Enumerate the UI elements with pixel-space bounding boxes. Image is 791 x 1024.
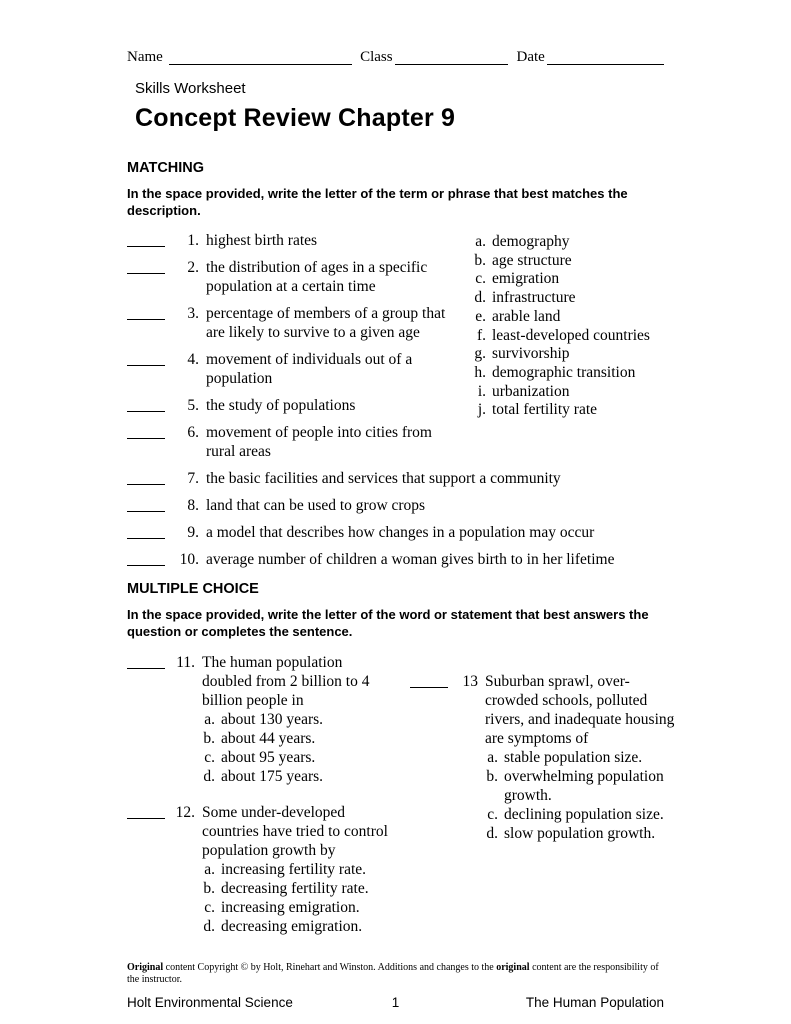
choice-c [472, 270, 650, 289]
page-title: Concept Review Chapter 9 [135, 104, 456, 132]
option-text: about 130 years. [221, 711, 324, 728]
option-text: about 44 years. [221, 730, 316, 747]
choice-text: emigration [492, 270, 560, 288]
option-letter: b. [203, 880, 215, 897]
choice-letter: f. [476, 326, 486, 344]
choice-text: infrastructure [492, 289, 576, 307]
question-number: 11. [176, 654, 195, 671]
option-letter: a. [204, 711, 215, 728]
mc-question-13 [410, 672, 677, 843]
option-letter: b. [486, 768, 498, 785]
mc-option [202, 898, 404, 917]
mc-answer-blank-13[interactable] [410, 672, 448, 688]
date-blank[interactable] [547, 49, 664, 65]
option-letter: c. [204, 749, 215, 766]
footer-page-number: 1 [391, 995, 400, 1010]
option-letter: d. [203, 768, 215, 785]
copyright-text-2: content are the responsibility of the instructor. [127, 962, 659, 985]
choice-letter: g. [474, 345, 486, 363]
choice-text: urbanization [492, 382, 570, 400]
mc-option [485, 805, 677, 824]
choice-d [472, 289, 650, 308]
option-text: about 175 years. [221, 768, 324, 785]
mc-option [485, 748, 677, 767]
matching-answer-blank-4[interactable] [127, 350, 165, 366]
matching-items-column [127, 231, 472, 469]
matching-answer-blank-8[interactable] [127, 496, 165, 512]
matching-answer-blank-9[interactable] [127, 523, 165, 539]
matching-item-text: the basic facilities and services that support a community [206, 470, 561, 487]
choice-letter: d. [474, 289, 486, 307]
matching-answer-blank-7[interactable] [127, 469, 165, 485]
matching-item-number: 8. [187, 497, 199, 514]
matching-item-7 [127, 469, 664, 488]
matching-item-text: movement of people into cities from rural areas [206, 424, 432, 460]
mc-option [202, 879, 404, 898]
option-text: decreasing fertility rate. [221, 880, 369, 897]
choice-text: demography [492, 233, 570, 250]
matching-item-1 [127, 231, 472, 250]
matching-item-9 [127, 523, 664, 542]
option-letter: d. [486, 825, 498, 842]
choice-text: demographic transition [492, 363, 636, 381]
option-letter: c. [204, 899, 215, 916]
mc-left-column [127, 653, 410, 953]
question-content [202, 653, 380, 786]
copyright-bold-mid: original [496, 962, 530, 973]
option-text: decreasing emigration. [221, 918, 363, 935]
question-content [485, 672, 677, 843]
matching-item-text: the study of populations [206, 397, 356, 414]
multiple-choice-heading: MULTIPLE CHOICE [127, 581, 259, 597]
matching-item-number: 5. [187, 397, 199, 414]
matching-item-number: 6. [187, 424, 199, 441]
question-number: 12. [175, 804, 195, 821]
matching-item-text: movement of individuals out of a population [206, 351, 413, 387]
choice-letter: e. [475, 307, 486, 325]
matching-answer-blank-2[interactable] [127, 258, 165, 274]
matching-items-full-width [127, 469, 664, 569]
choice-h [472, 364, 650, 383]
mc-option [202, 729, 380, 748]
page-footer [127, 962, 664, 1010]
matching-item-number: 4. [187, 351, 199, 368]
copyright-bold-lead: Original [127, 962, 164, 973]
mc-option [202, 860, 404, 879]
choice-text: age structure [492, 251, 572, 269]
matching-item-10 [127, 550, 664, 569]
matching-answer-blank-6[interactable] [127, 423, 165, 439]
question-stem: The human population doubled from 2 billion to 4 billion people in [202, 654, 370, 709]
matching-section [127, 231, 664, 469]
footer-book-title: Holt Environmental Science [127, 995, 293, 1010]
mc-answer-blank-11[interactable] [127, 653, 165, 669]
question-stem: Suburban sprawl, over-crowded schools, polluted rivers, and inadequate housing are symptoms of [485, 673, 675, 747]
matching-answer-blank-5[interactable] [127, 396, 165, 412]
choice-letter: a. [475, 233, 486, 250]
choice-letter: c. [475, 270, 486, 288]
mc-question-11 [127, 653, 410, 786]
name-class-date-row [127, 48, 664, 67]
mc-right-column [410, 653, 677, 953]
question-content [202, 803, 404, 936]
mc-option [202, 710, 380, 729]
choice-text: total fertility rate [492, 401, 598, 419]
matching-item-number: 10. [179, 551, 199, 568]
mc-option [485, 824, 677, 843]
choice-g [472, 345, 650, 364]
matching-item-5 [127, 396, 472, 415]
choice-i [472, 383, 650, 402]
mc-answer-blank-12[interactable] [127, 803, 165, 819]
mc-option [202, 748, 380, 767]
class-blank[interactable] [395, 49, 509, 65]
date-label: Date [516, 49, 545, 65]
matching-item-4 [127, 350, 472, 388]
choice-letter: j. [477, 401, 486, 419]
option-letter: a. [204, 861, 215, 878]
option-text: increasing fertility rate. [221, 861, 367, 878]
option-text: stable population size. [504, 749, 643, 766]
footer-chapter-title: The Human Population [525, 995, 664, 1010]
choice-letter: b. [474, 251, 486, 269]
matching-choices-column [472, 231, 650, 469]
matching-item-number: 2. [187, 259, 199, 276]
matching-item-text: average number of children a woman gives birth to in her lifetime [206, 551, 615, 568]
choice-text: arable land [492, 307, 561, 325]
copyright-notice [127, 962, 664, 986]
matching-item-3 [127, 304, 472, 342]
matching-item-6 [127, 423, 472, 461]
matching-heading: MATCHING [127, 160, 205, 176]
option-letter: a. [487, 749, 498, 766]
matching-item-text: percentage of members of a group that are likely to survive to a given age [206, 305, 446, 341]
option-letter: d. [203, 918, 215, 935]
choice-f [472, 327, 650, 346]
option-text: about 95 years. [221, 749, 316, 766]
matching-item-number: 9. [187, 524, 199, 541]
matching-answer-blank-10[interactable] [127, 550, 165, 566]
copyright-text-1: content Copyright © by Holt, Rinehart and Winston. Additions and changes to the [163, 962, 497, 973]
choice-j [472, 401, 650, 420]
choice-text: least-developed countries [492, 326, 650, 344]
name-blank[interactable] [169, 49, 352, 65]
multiple-choice-section [127, 653, 675, 953]
option-text: increasing emigration. [221, 899, 360, 916]
matching-answer-blank-1[interactable] [127, 231, 165, 247]
matching-answer-blank-3[interactable] [127, 304, 165, 320]
worksheet-type-label: Skills Worksheet [135, 80, 246, 97]
multiple-choice-instructions: In the space provided, write the letter of the word or statement that best answers the question or completes the sentence. [127, 607, 649, 639]
matching-item-number: 1. [187, 232, 199, 249]
mc-option [485, 767, 677, 805]
matching-item-number: 3. [187, 305, 199, 322]
question-stem: Some under-developed countries have tried to control population growth by [202, 804, 388, 859]
matching-item-text: land that can be used to grow crops [206, 497, 426, 514]
matching-item-number: 7. [187, 470, 199, 487]
mc-question-12 [127, 803, 410, 936]
option-text: overwhelming population growth. [504, 768, 664, 804]
choice-letter: h. [474, 363, 486, 381]
matching-item-8 [127, 496, 664, 515]
matching-instructions: In the space provided, write the letter of the term or phrase that best matches the description. [127, 186, 628, 218]
footer-row [127, 995, 664, 1010]
option-letter: c. [487, 806, 498, 823]
matching-item-text: a model that describes how changes in a population may occur [206, 524, 595, 541]
question-number: 13 [462, 673, 478, 690]
mc-option [202, 767, 380, 786]
matching-item-text: the distribution of ages in a specific population at a certain time [206, 259, 428, 295]
matching-item-2 [127, 258, 472, 296]
class-label: Class [360, 49, 393, 65]
option-letter: b. [203, 730, 215, 747]
mc-option [202, 917, 404, 936]
choice-letter: i. [477, 382, 486, 400]
choice-e [472, 308, 650, 327]
matching-item-text: highest birth rates [206, 232, 318, 249]
choice-text: survivorship [492, 345, 570, 363]
choice-a [472, 233, 650, 252]
option-text: declining population size. [504, 806, 664, 823]
name-label: Name [127, 49, 163, 65]
choice-b [472, 252, 650, 271]
option-text: slow population growth. [504, 825, 656, 842]
